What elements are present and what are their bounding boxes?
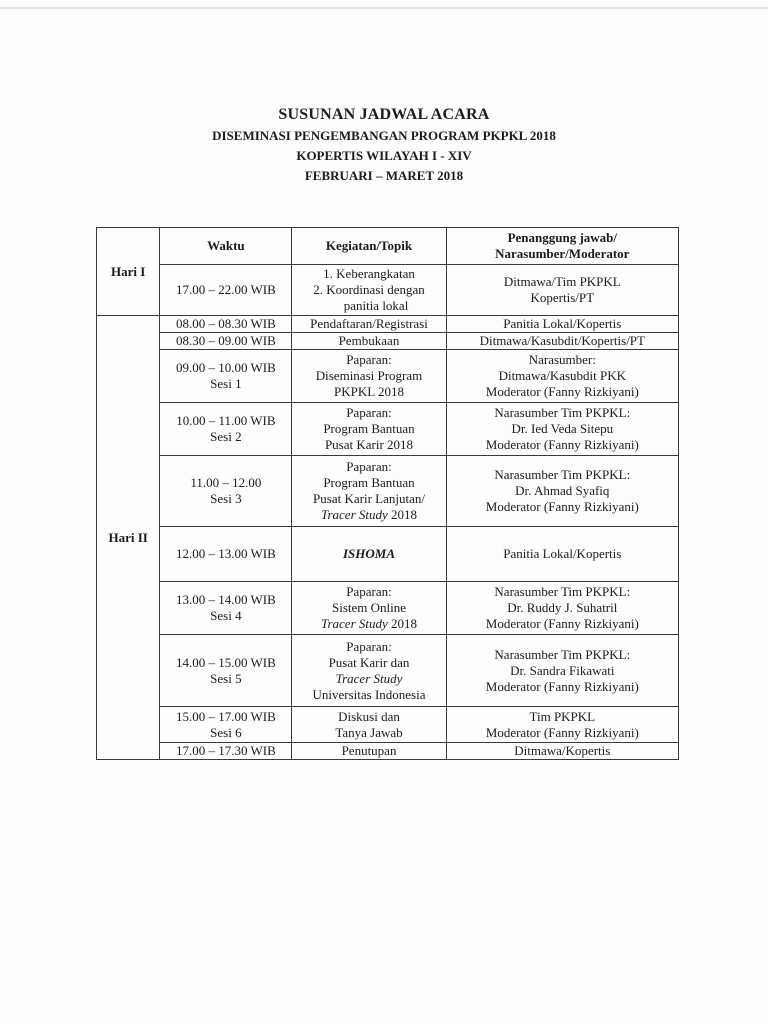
- waktu-cell: 08.30 – 09.00 WIB: [160, 333, 292, 350]
- pj-line: Narasumber Tim PKPKL:: [494, 584, 631, 599]
- kegiatan-tail: 2018: [387, 616, 418, 631]
- table-row: [97, 527, 679, 582]
- kegiatan-line: Sistem Online: [331, 600, 407, 615]
- kegiatan-line: [296, 616, 441, 632]
- pj-line: Narasumber Tim PKPKL:: [494, 646, 631, 662]
- document-title: SUSUNAN JADWAL ACARA: [278, 106, 490, 123]
- pj-line: Tim PKPKL: [529, 708, 596, 724]
- pj-line: Moderator (Fanny Rizkiyani): [485, 437, 639, 452]
- kegiatan-italic: Tracer Study: [320, 507, 388, 522]
- kegiatan-line: Tracer Study: [335, 670, 403, 686]
- pj-cell: Ditmawa/Kasubdit/Kopertis/PT: [446, 333, 678, 350]
- table-row: [97, 635, 679, 707]
- header-pj-line-2: Narasumber/Moderator: [495, 246, 630, 261]
- kegiatan-line: Diskusi dan: [338, 708, 400, 724]
- day-label-hari-2: Hari II: [97, 316, 160, 760]
- waktu-cell: [160, 456, 292, 527]
- sesi-label: Sesi 6: [210, 724, 242, 740]
- document-heading: [0, 104, 768, 186]
- pj-line: Narasumber Tim PKPKL:: [494, 467, 631, 482]
- kegiatan-line: PKPKL 2018: [334, 384, 404, 399]
- pj-cell: [446, 456, 678, 527]
- page-top-edge: [0, 7, 768, 9]
- pj-cell: [446, 350, 678, 403]
- table-row: [97, 333, 679, 350]
- pj-line: Moderator (Fanny Rizkiyani): [485, 724, 639, 740]
- document-subtitle-event: DISEMINASI PENGEMBANGAN PROGRAM PKPKL 2018: [212, 128, 556, 143]
- header-penanggung-jawab: [446, 228, 678, 265]
- pj-cell: Panitia Lokal/Kopertis: [446, 527, 678, 582]
- sesi-label: Sesi 1: [210, 376, 242, 391]
- kegiatan-line: Program Bantuan: [323, 475, 415, 490]
- waktu-line: 15.00 – 17.00 WIB: [175, 708, 276, 724]
- waktu-line: 10.00 – 11.00 WIB: [176, 413, 276, 428]
- kegiatan-line: Pusat Karir dan: [328, 654, 410, 670]
- pj-line: Moderator (Fanny Rizkiyani): [485, 499, 639, 514]
- kegiatan-cell: [292, 350, 446, 403]
- kegiatan-line: panitia lokal: [343, 298, 409, 313]
- waktu-cell: [160, 707, 292, 743]
- kegiatan-line: Diseminasi Program: [315, 368, 423, 383]
- header-pj-line-1: Penanggung jawab/: [507, 230, 618, 245]
- kegiatan-cell: Pembukaan: [292, 333, 446, 350]
- sesi-label: Sesi 3: [210, 491, 242, 506]
- kegiatan-cell: [292, 707, 446, 743]
- waktu-cell: [160, 582, 292, 635]
- waktu-line: 11.00 – 12.00: [190, 475, 262, 490]
- kegiatan-line: Pusat Karir 2018: [324, 437, 414, 452]
- pj-cell: [446, 582, 678, 635]
- table-header-row: [97, 228, 679, 265]
- table-row: [97, 743, 679, 760]
- pj-line: Dr. Ruddy J. Suhatril: [507, 600, 618, 615]
- document-subtitle-period: FEBRUARI – MARET 2018: [304, 168, 464, 183]
- table-row: [97, 316, 679, 333]
- waktu-cell: [160, 635, 292, 707]
- kegiatan-cell: [292, 403, 446, 456]
- pj-line: Kopertis/PT: [530, 290, 595, 305]
- waktu-cell: 08.00 – 08.30 WIB: [160, 316, 292, 333]
- kegiatan-line: 2. Koordinasi dengan: [313, 282, 425, 297]
- pj-line: Narasumber:: [528, 352, 596, 367]
- sesi-label: Sesi 4: [210, 608, 242, 623]
- schedule-table: [96, 227, 679, 760]
- pj-line: Ditmawa/Kasubdit PKK: [498, 368, 627, 383]
- kegiatan-line: Universitas Indonesia: [312, 686, 426, 702]
- kegiatan-italic: Tracer Study: [320, 616, 388, 631]
- pj-cell: [446, 265, 678, 316]
- pj-cell: Panitia Lokal/Kopertis: [446, 316, 678, 333]
- pj-line: Dr. Ahmad Syafiq: [515, 483, 610, 498]
- header-kegiatan: Kegiatan/Topik: [292, 228, 446, 265]
- kegiatan-tail: 2018: [387, 507, 418, 522]
- pj-line: Ditmawa/Tim PKPKL: [503, 274, 621, 289]
- waktu-line: 13.00 – 14.00 WIB: [175, 592, 276, 607]
- waktu-cell: [160, 403, 292, 456]
- sesi-label: Sesi 2: [210, 429, 242, 444]
- waktu-cell: 12.00 – 13.00 WIB: [160, 527, 292, 582]
- waktu-cell: 17.00 – 17.30 WIB: [160, 743, 292, 760]
- kegiatan-cell: [292, 456, 446, 527]
- kegiatan-cell: Penutupan: [292, 743, 446, 760]
- kegiatan-cell: [292, 582, 446, 635]
- table-row: [97, 707, 679, 743]
- header-waktu: Waktu: [160, 228, 292, 265]
- table-row: [97, 350, 679, 403]
- kegiatan-line: Paparan:: [346, 638, 392, 654]
- table-row: [97, 456, 679, 527]
- kegiatan-cell: [292, 635, 446, 707]
- table-row: [97, 403, 679, 456]
- kegiatan-cell: Pendaftaran/Registrasi: [292, 316, 446, 333]
- kegiatan-line: Tanya Jawab: [335, 724, 403, 740]
- kegiatan-line: Pusat Karir Lanjutan/: [313, 491, 425, 506]
- kegiatan-line: Paparan:: [346, 584, 392, 599]
- day-label-hari-1: Hari I: [97, 228, 160, 316]
- kegiatan-line: Paparan:: [346, 352, 392, 367]
- waktu-cell: 17.00 – 22.00 WIB: [160, 265, 292, 316]
- pj-cell: [446, 403, 678, 456]
- kegiatan-line: Paparan:: [346, 405, 392, 420]
- pj-line: Moderator (Fanny Rizkiyani): [485, 616, 639, 631]
- pj-line: Moderator (Fanny Rizkiyani): [485, 678, 639, 694]
- pj-cell: [446, 707, 678, 743]
- waktu-line: 09.00 – 10.00 WIB: [175, 360, 276, 375]
- waktu-line: 14.00 – 15.00 WIB: [175, 654, 276, 670]
- sesi-label: Sesi 5: [210, 670, 242, 686]
- pj-cell: Ditmawa/Kopertis: [446, 743, 678, 760]
- pj-line: Narasumber Tim PKPKL:: [494, 405, 631, 420]
- document-subtitle-region: KOPERTIS WILAYAH I - XIV: [296, 148, 472, 163]
- kegiatan-cell: ISHOMA: [292, 527, 446, 582]
- table-row: [97, 582, 679, 635]
- table-row: [97, 265, 679, 316]
- pj-line: Moderator (Fanny Rizkiyani): [485, 384, 639, 399]
- kegiatan-line: [296, 507, 441, 523]
- kegiatan-line: Program Bantuan: [323, 421, 415, 436]
- kegiatan-line: 1. Keberangkatan: [323, 266, 415, 281]
- pj-cell: [446, 635, 678, 707]
- kegiatan-cell: [292, 265, 446, 316]
- pj-line: Dr. Ied Veda Sitepu: [511, 421, 614, 436]
- pj-line: Dr. Sandra Fikawati: [510, 662, 615, 678]
- waktu-cell: [160, 350, 292, 403]
- kegiatan-line: Paparan:: [346, 459, 392, 474]
